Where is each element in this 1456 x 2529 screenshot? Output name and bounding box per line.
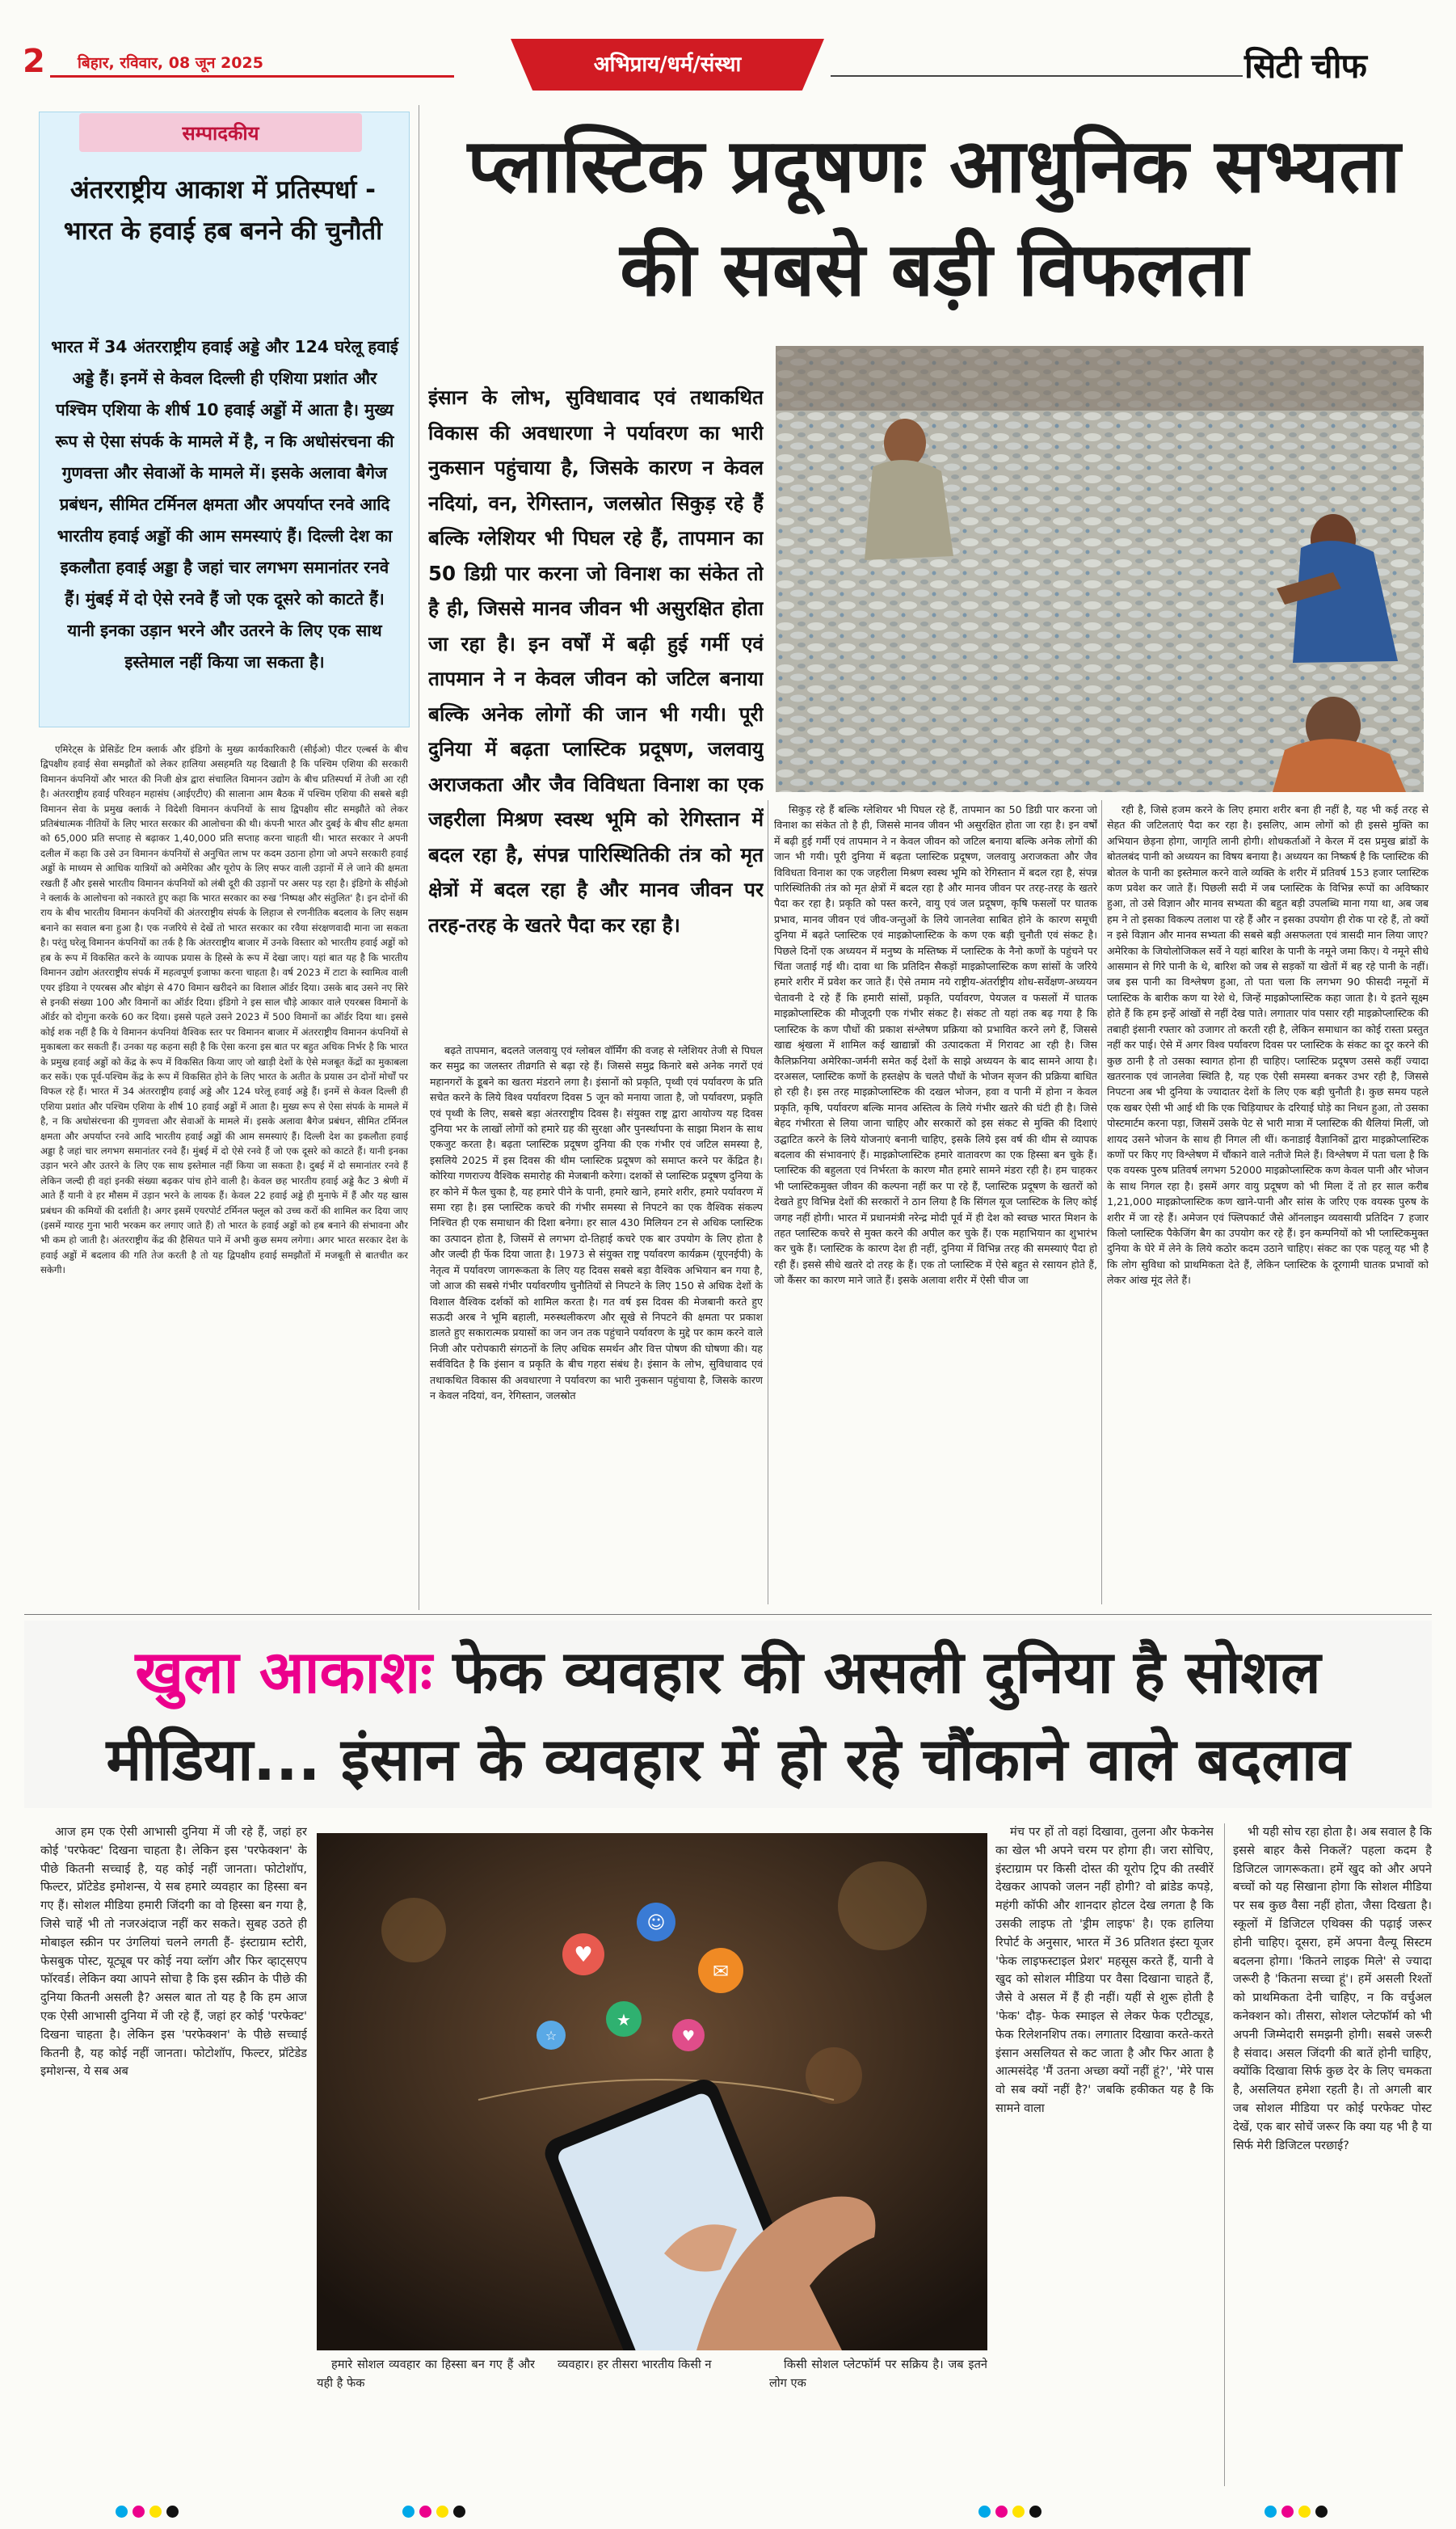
section-label: अभिप्राय/धर्म/संस्था <box>593 53 742 77</box>
social-body-col4 <box>1233 1823 1432 2493</box>
social-col1-text: आज हम एक ऐसी आभासी दुनिया में जी रहे हैं, जहां हर कोई 'परफेक्ट' दिखना चाहता है। लेकिन इस 'परफेक्शन' के पीछे कितनी सच्चाई है, यह कोई नहीं जानता। फोटोशॉप, फिल्टर, प्रॉटेडेड इमोशन्स, ये सब हमारे व्यवहार का हिस्सा बन गए हैं। सोशल मीडिया हमारी जिंदगी का वो हिस्सा बन गया है, जिसे चाहें भी तो नजरअंदाज नहीं कर सकते। सुबह उठते ही मोबाइल स्क्रीन पर उंगलियां चलने लगती हैं- इंस्टाग्राम स्टोरी, फेसबुक पोस्ट, यूट्यूब पर कोई नया व्लॉग और फिर व्हाट्सएप फॉरवर्ड। लेकिन क्या आपने सोचा है कि इस स्क्रीन के पीछे की दुनिया कितनी असली है? असल बात तो यह है कि हम आज एक ऐसी आभासी दुनिया में जी रहे हैं, जहां हर कोई 'परफेक्ट' दिखना चाहता है। लेकिन इस 'परफेक्शन' के पीछे सच्चाई कितनी है, यह कोई नहीं जानता। फोटोशॉप, फिल्टर, प्रॉटेडेड इमोशन्स, ये सब अब <box>40 1825 307 2079</box>
plastic-headline-line1 <box>449 121 1419 212</box>
phone-hand-illustration <box>317 1833 987 2350</box>
social-col-divider <box>1224 1823 1225 2486</box>
caption-c-text: किसी सोशल प्लेटफॉर्म पर सक्रिय है। जब इतने लोग एक <box>769 2358 987 2390</box>
editorial-body-text: एमिरेट्स के प्रेसिडेंट टिम क्लार्क और इंडिगो के मुख्य कार्यकारिकारी (सीईओ) पीटर एल्बर्स के बीच द्विपक्षीय हवाई सेवा समझौतों को लेकर हालिया असहमति यह दिखाती है कि पश्चिम एशिया की सरकारी विमानन कंपनियों और भारत की निजी क्षेत्र द्वारा संचालित विमानन उद्योग के बीच प्रतिस्पर्धा में तेजी आ रही है। अंतरराष्ट्रीय हवाई परिवहन महासंघ (आईएटीए) की सालाना आम बैठक में पश्चिम एशिया की सबसे बड़ी विमानन सेवा के प्रमुख क्लार्क ने विदेशी विमानन कंपनियों के साथ द्विपक्षीय सीट समझौते को लेकर प्रतिबंधात्मक नीतियों के लिए भारत सरकार की आलोचना की थी। कंपनी भारत और दुबई के बीच सीट क्षमता को 65,000 प्रति सप्ताह से बढ़ाकर 1,40,000 प्रति सप्ताह करना चाहती थी। भारत सरकार ने अपनी दलील में कहा कि उसे उन विमानन कंपनियों से अनुचित लाभ पर कदम उठाना होगा जो अपने सरकारी हवाई अड्डों के माध्यम से आधिक यात्रियों को अमेरिका और यूरोप के लिए सफर वाली उड़ानों में ले जाने की क्षमता रखती हैं और इससे भारतीय विमानन कंपनियों को लंबी दूरी की उड़ानों पर असर पड़ रहा है। इंडिगो के सीईओ ने क्लार्क के आलोचना को नकारते हुए कहा कि भारत सरकार का रुख 'निष्पक्ष और संतुलित' है। इन दोनों की राय के बीच भारतीय विमानन कंपनियों की अंतरराष्ट्रीय संपर्क के लिहाज से रणनीतिक बदलाव के लिए सक्षम बनाने का सवाल बना हुआ है। एक नजरिये से देखें तो भारत सरकार का रवैया संरक्षणवादी माना जा सकता है। परंतु घरेलू विमानन कंपनियों का तर्क है कि अंतरराष्ट्रीय बाजार में उनके विस्तार को भारतीय हवाई अड्डों को हब के रूप में विकसित करने के व्यापक प्रयास के हिस्से के रूप में देखा जाए। यहां बात यह है कि भारतीय विमानन उद्योग अंतरराष्ट्रीय संपर्क में महत्वपूर्ण इजाफा करना चाहता है। वर्ष 2023 में टाटा के स्वामित्व वाली एयर इंडिया ने एयरबस और बोइंग से 470 विमान खरीदने का विशाल ऑर्डर दिया। उसके बाद उसने नए सिरे से इनकी संख्या 100 और विमानों का ऑर्डर दिया। इंडिगो ने इस साल चौड़े आकार वाले एयरबस विमानों के ऑर्डर को दोगुना करके 60 कर दिया। इससे पहले उसने 2023 में 500 विमानों का ऑर्डर दिया था। इससे कोई शक नहीं है कि ये विमानन कंपनियां वैश्विक स्तर पर विमानन बाजार में अंतरराष्ट्रीय विमानन कंपनियों से मुकाबला कर सकती हैं। उनका यह कहना सही है कि ऐसा करना इस बात पर बहुत अधिक निर्भर है कि भारत के प्रमुख हवाई अड्डों को केंद्र के रूप में विकसित किया जाए जो खाड़ी देशों के ऐसे मजबूत केंद्रों का मुकाबला कर सकें। एक पूर्व-पश्चिम केंद्र के रूप में विकसित होने के लिए भारत के अतीत के प्रयास उन दोनों मोर्चों पर विफल रहे हैं। भारत में 34 अंतरराष्ट्रीय हवाई अड्डे और 124 घरेलू हवाई अड्डे हैं। इनमें से केवल दिल्ली ही एशिया प्रशांत और पश्चिम एशिया के शीर्ष 10 हवाई अड्डों में आता है। मुख्य रूप से ऐसा संपर्क के मामले में है, न कि अधोसंरचना की गुणवत्ता और सेवाओं के मामले में। इसके अलावा बैगेज प्रबंधन, सीमित टर्मिनल क्षमता और अपर्याप्त रनवे आदि भारतीय हवाई अड्डों की आम समस्याएं हैं। दिल्ली देश का इकलौता हवाई अड्डा है जहां चार लगभग समानांतर रनवे हैं। मुंबई में दो ऐसे रनवे हैं जो एक दूसरे को काटते हैं। यानी इनका उड़ान भरने और उतरने के लिए एक साथ इस्तेमाल नहीं किया जा सकता है। दुबई में दो समानांतर रनवे हैं लेकिन जल्दी ही वहां इनकी संख्या बढ़कर पांच होने वाली है। केवल छह भारतीय हवाई अड्डे कैट 3 श्रेणी में आते हैं यानी वे हर मौसम में उड़ान भरने के लायक हैं। केवल 22 हवाई अड्डे ही मुनाफे में हैं और यह खास प्रबंधन की कमियों की दर्शाती है। अगर इसमें एयरपोर्ट टर्मिनल फ्लूल को उच्च करों की शामिल कर दिया जाए (इसमें ग्यारह गुना भारी भरकम कर लगाए जाते हैं) तो भारत के हवाई अड्डों को हब बनाने की संभावना और भी कम हो जाती है। अंतरराष्ट्रीय केंद्र की हैसियत पाने में अभी कुछ समय लगेगा। अगर भारत सरकार देश के हवाई अड्डों में बदलाव की गति तेज करती है तो यह द्विपक्षीय हवाई समझौतों में मजबूती से बातचीत कर सकेगी। <box>40 744 408 1276</box>
reg-dot-magenta <box>419 2506 431 2518</box>
plastic-body-col2 <box>774 802 1097 1600</box>
reg-dot-black <box>166 2506 179 2518</box>
plastic-body-col1 <box>430 1043 763 1600</box>
social-col4-text: भी यही सोच रहा होता है। अब सवाल है कि इससे बाहर कैसे निकलें? पहला कदम है डिजिटल जागरूकता। हमें खुद को और अपने बच्चों को यह सिखाना होगा कि सोशल मीडिया पर सब कुछ वैसा नहीं होता, जैसा दिखता है। स्कूलों में डिजिटल एथिक्स की पढ़ाई जरूर होनी चाहिए। दूसरा, हमें अपना वैल्यू सिस्टम बदलना होगा। 'कितने लाइक मिले' से ज्यादा जरूरी है 'कितना सच्चा हूं'। हमें असली रिश्तों को प्राथमिकता देनी चाहिए, न कि वर्चुअल कनेक्शन को। तीसरा, सोशल प्लेटफॉर्म को भी अपनी जिम्मेदारी समझनी होगी। सबसे जरूरी है संवाद। असल जिंदगी की बातें होनी चाहिए, क्योंकि दिखावा सिर्फ कुछ देर के लिए चमकता है, असलियत हमेशा रहती है। तो अगली बार जब सोशल मीडिया पर कोई परफेक्ट पोस्ट देखें, एक बार सोचें जरूर कि क्या यह भी है या सिर्फ मेरी डिजिटल परछाई? <box>1233 1825 1432 2152</box>
reg-dot-cyan <box>1265 2506 1277 2518</box>
photo-caption-c <box>769 2356 987 2493</box>
plastic-col2-text: सिकुड़ रहे हैं बल्कि ग्लेशियर भी पिघल रहे हैं, तापमान का 50 डिग्री पार करना जो विनाश का संकेत तो है ही, जिससे मानव जीवन भी असुरक्षित होता जा रहा है। इन वर्षों में बढ़ी हुई गर्मी एवं तापमान ने न केवल जीवन को जटिल बनाया बल्कि अनेक लोगों की जान भी गयी। पूरी दुनिया में बढ़ता प्लास्टिक प्रदूषण, जलवायु अराजकता और जैव विविधता विनाश का एक जहरीला मिश्रण स्वस्थ भूमि को रेगिस्तान में बदल रहा है, संपन्न पारिस्थितिकी तंत्र को मृत क्षेत्रों में बदल रहा है और मानव जीवन पर तरह-तरह के खतरे पैदा कर रहा है। प्रकृति को पस्त करने, वायु एवं जल प्रदूषण, कृषि फसलों पर घातक प्रभाव, मानव जीवन एवं जीव-जन्तुओं के लिये जानलेवा साबित होने के कारण समूची दुनिया में बढ़ते प्लास्टिक एवं माइक्रोप्लास्टिक के कण एक बड़ी चुनौती एवं संकट है। पिछले दिनों एक अध्ययन में मनुष्य के मस्तिष्क में प्लास्टिक के नैनो कणों के पहुंचने पर चिंता जताई गई थी। दावा था कि प्रतिदिन सैकड़ों माइक्रोप्लास्टिक कण सांसों के जरिये हमारे शरीर में प्रवेश कर जाते हैं। ऐसे तमाम नये राष्ट्रीय-अंतर्राष्ट्रीय शोध-सर्वेक्षण-अध्ययन चेतावनी दे रहे हैं कि हमारी सांसों, प्रकृति, पर्यावरण, पेयजल व फसलों में घातक माइक्रोप्लास्टिक की मौजूदगी एक गंभीर संकट है। संकट तो यहां तक बढ़ गया है कि प्लास्टिक के कण पौधों की प्रकाश संश्लेषण प्रक्रिया को प्रभावित करने लगे हैं, जिससे खाद्य श्रृंखला में शामिल कई खाद्यान्नों की उत्पादकता में गिरावट आ रही है। जिस कैलिफ्रनिया अमेरिका-जर्मनी समेत कई देशों के साझे अध्ययन के बाद सामने आया है। दरअसल, प्लास्टिक कणों के हस्तक्षेप के चलते पौधों के भोजन सृजन की प्रक्रिया बाधित हो रही है। इस तरह माइक्रोप्लास्टिक की दखल भोजन, हवा व पानी में होना न केवल प्रकृति, कृषि, पर्यावरण बल्कि मानव अस्तित्व के लिये गंभीर खतरे की घंटी ही है। जिसे बेहद गंभीरता से लिया जाना चाहिए और सरकारों को इस संकट से मुक्ति की दिशाएं उद्घाटित करने के लिये योजनाएं बनानी चाहिए, इसके लिये इस वर्ष की थीम से व्यापक बदलाव की संभावनाएं हैं। माइक्रोप्लास्टिक हमारे वातावरण का एक हिस्सा बन चुके हैं। प्लास्टिक की बहुलता एवं निर्भरता के कारण मौत हमारे सामने मंडरा रही है। हम चाहकर भी प्लास्टिकमुक्त जीवन की कल्पना नहीं कर पा रहे हैं, प्लास्टिक प्रदूषण के खतरों को देखते हुए विभिन्न देशों की सरकारों ने ठान लिया है कि सिंगल यूज प्लास्टिक के लिए कोई जगह नहीं होगी। भारत में प्रधानमंत्री नरेन्द्र मोदी पूर्व में ही देश को स्वच्छ भारत मिशन के तहत प्लास्टिक कचरे से मुक्त करने की अपील कर चुके हैं। एक महाभियान का शुभारंभ कर चुके हैं। प्लास्टिक के कारण देश ही नहीं, दुनिया में विभिन्न तरह की समस्याएं पैदा हो रही हैं। इससे सीधे खतरे दो तरह के हैं। एक तो प्लास्टिक में ऐसे बहुत से रसायन होते हैं, जो कैंसर का कारण माने जाते हैं। इसके अलावा शरीर में ऐसी चीज जा <box>774 803 1097 1287</box>
reg-dot-magenta <box>1281 2506 1294 2518</box>
social-headline-prefix: खुला आकाशः <box>135 1638 432 1707</box>
svg-text:☺: ☺ <box>646 1913 666 1933</box>
reg-dot-cyan <box>402 2506 414 2518</box>
page-header <box>0 0 1456 89</box>
reg-dot-yellow <box>1012 2506 1025 2518</box>
dateline: बिहार, रविवार, 08 जून 2025 <box>78 54 263 72</box>
registration-marks-center-left <box>400 2506 468 2521</box>
social-headline-rest: फेक व्यवहार की असली दुनिया है सोशल <box>431 1638 1321 1707</box>
editorial-title: अंतरराष्ट्रीय आकाश में प्रतिस्पर्धा - भारत के हवाई हब बनने की चुनौती <box>63 175 383 246</box>
plastic-waste-illustration <box>776 346 1424 792</box>
editorial-body <box>40 742 408 1592</box>
plastic-headline-line2: की सबसे बड़ी विफलता <box>620 226 1248 313</box>
plastic-waste-photo <box>776 346 1424 792</box>
social-headline-line2: मीडिया... इंसान के व्यवहार में हो रहे चौंकाने वाले बदलाव <box>106 1726 1350 1794</box>
reg-dot-black <box>453 2506 465 2518</box>
plastic-lead <box>428 380 764 1026</box>
photo-caption-b <box>543 2356 761 2493</box>
plastic-col1-text: बढ़ते तापमान, बदलते जलवायु एवं ग्लोबल वॉर्मिंग की वजह से ग्लेशियर तेजी से पिघल कर समुद्र का जलस्तर तीव्रगति से बढ़ा रहे हैं। जिससे समुद्र किनारे बसे अनेक नगरों एवं महानगरों के डूबने का खतरा मंडराने लगा है। इंसानों को प्रकृति, पृथ्वी एवं पर्यावरण के प्रति सचेत करने के लिये विश्व पर्यावरण दिवस 5 जून को मनाया जाता है, जो पर्यावरण, प्रकृति एवं पृथ्वी के लिए, सबसे बड़ा अंतरराष्ट्रीय दिवस है। संयुक्त राष्ट्र द्वारा आयोज्य यह दिवस दुनिया भर के लाखों लोगों को हमारे ग्रह की सुरक्षा और पुनर्स्थापना के साझा मिशन के साथ एकजुट करता है। बढ़ता प्लास्टिक प्रदूषण दुनिया की एक गंभीर एवं जटिल समस्या है, इसलिये 2025 में इस दिवस की थीम प्लास्टिक प्रदूषण को समाप्त करने पर केंद्रित है। कोरिया गणराज्य वैश्विक समारोह की मेजबानी करेगा। दशकों से प्लास्टिक प्रदूषण दुनिया के हर कोने में फैल चुका है, यह हमारे पीने के पानी, हमारे खाने, हमारे शरीर, हमारे पर्यावरण में समा रहा है। इस प्लास्टिक कचरे की गंभीर समस्या से निपटने का एक वैश्विक संकल्प निश्चित ही एक समाधान की दिशा बनेगा। हर साल 430 मिलियन टन से अधिक प्लास्टिक का उत्पादन होता है, जिसमें से लगभग दो-तिहाई कचरे एक बार उपयोग के लिए होता है और जल्दी ही फेंक दिया जाता है। 1973 से संयुक्त राष्ट्र पर्यावरण कार्यक्रम (यूएनईपी) के नेतृत्व में पर्यावरण जागरूकता के लिए यह दिवस सबसे बड़ा वैश्विक अभियान बन गया है, जो आज की सबसे गंभीर पर्यावरणीय चुनौतियों से निपटने के लिए 150 से अधिक देशों के विशाल वैश्विक दर्शकों को शामिल करता है। गत वर्ष इस दिवस की मेजबानी करते हुए सऊदी अरब ने भूमि बहाली, मरुस्थलीकरण और सूखे से निपटने की क्षमता पर प्रकाश डालते हुए सकारात्मक प्रयासों का जन जन तक पहुंचाने पर्यावरण के मुद्दे पर काम करने वाले निजी और परोपकारी संगठनों के लिए अधिक समर्थन और वित्त पोषण की घोषणा की। यह सर्वविदित है कि इंसान व प्रकृति के बीच गहरा संबंध है। इंसान के लोभ, सुविधावाद एवं तथाकथित विकास की अवधारणा ने पर्यावरण का भारी नुकसान पहुंचाया है, जिसके कारण न केवल नदियां, वन, रेगिस्तान, जलस्रोत <box>430 1044 763 1401</box>
header-rule-right <box>831 75 1243 77</box>
svg-text:✉: ✉ <box>712 1960 730 1983</box>
editorial-lead-text: भारत में 34 अंतरराष्ट्रीय हवाई अड्डे और 124 घरेलू हवाई अड्डे हैं। इनमें से केवल दिल्ली ही एशिया प्रशांत और पश्चिम एशिया के शीर्ष 10 हवाई अड्डों में आता है। मुख्य रूप से ऐसा संपर्क के मामले में है, न कि अधोसंरचना की गुणवत्ता और सेवाओं के मामले में। इसके अलावा बैगेज प्रबंधन, सीमित टर्मिनल क्षमता और अपर्याप्त रनवे आदि भारतीय हवाई अड्डों की आम समस्याएं हैं। दिल्ली देश का इकलौता हवाई अड्डा है जहां चार लगभग समानांतर रनवे हैं। मुंबई में दो ऐसे रनवे हैं जो एक दूसरे को काटते हैं। यानी इनका उड़ान भरने और उतरने के लिए एक साथ इस्तेमाल नहीं किया जा सकता है। <box>51 337 398 672</box>
reg-dot-black <box>1029 2506 1042 2518</box>
masthead: सिटी चीफ <box>1244 46 1366 86</box>
reg-dot-magenta <box>133 2506 145 2518</box>
plastic-lead-text: इंसान के लोभ, सुविधावाद एवं तथाकथित विकास की अवधारणा ने पर्यावरण का भारी नुकसान पहुंचाया है, जिसके कारण न केवल नदियां, वन, रेगिस्तान, जलस्रोत सिकुड़ रहे हैं बल्कि ग्लेशियर भी पिघल रहे हैं, तापमान का 50 डिग्री पार करना जो विनाश का संकेत तो है ही, जिससे मानव जीवन भी असुरक्षित होता जा रहा है। इन वर्षों में बढ़ी हुई गर्मी एवं तापमान ने न केवल जीवन को जटिल बनाया बल्कि अनेक लोगों की जान भी गयी। पूरी दुनिया में बढ़ता प्लास्टिक प्रदूषण, जलवायु अराजकता और जैव विविधता विनाश का एक जहरीला मिश्रण स्वस्थ भूमि को रेगिस्तान में बदल रहा है, संपन्न पारिस्थितिकी तंत्र को मृत क्षेत्रों में बदल रहा है और मानव जीवन पर तरह-तरह के खतरे पैदा कर रहा है। <box>428 386 764 937</box>
photo-caption-a <box>317 2356 535 2493</box>
page-number: 2 <box>23 43 45 80</box>
svg-text:☆: ☆ <box>545 2028 558 2043</box>
section-divider <box>24 1614 1432 1615</box>
editorial-lead <box>50 331 399 715</box>
svg-text:★: ★ <box>616 2010 631 2030</box>
header-rule-left <box>50 75 454 78</box>
editorial-badge-label: सम्पादकीय <box>182 122 259 145</box>
social-media-photo <box>317 1833 987 2350</box>
plastic-col3-text: रही है, जिसे हजम करने के लिए हमारा शरीर बना ही नहीं है, यह भी कई तरह से सेहत की जटिलताएं पैदा कर रहा है। इसलिए, आम लोगों को ही इससे मुक्ति का अभियान छेड़ना होगा, जागृति लानी होगी। शोधकर्ताओं ने केरल में दस प्रमुख ब्रांडों के बोतलबंद पानी को अध्ययन का विषय बनाया है। अध्ययन का निष्कर्ष है कि प्लास्टिक की बोतल के पानी का इस्तेमाल करने वाले व्यक्ति के शरीर में प्रतिवर्ष 153 हजार प्लास्टिक कण प्रवेश कर जाते हैं। पिछली सदी में जब प्लास्टिक के विभिन्न रूपों का अविष्कार हुआ, तो उसे विज्ञान और मानव सभ्यता की बहुत बड़ी उपलब्धि माना गया था, अब जब हम ने तो इसका विकल्प तलाश पा रहे हैं और न इसका उपयोग ही रोक पा रहे हैं, तो क्यों न इसे विज्ञान और मानव सभ्यता की सबसे बड़ी असफलता एवं त्रासदी मान लिया जाए? अमेरिका के जियोलोजिकल सर्वे ने यहां बारिश के पानी के नमूने जमा किए। ये नमूने सीधे आसमान से गिरे पानी के थे, बारिश को जब से सड़कों या खेतों में बह रहे पानी के नहीं। जब इस पानी का विश्लेषण हुआ, तो पता चला कि लगभग 90 फीसदी नमूनों में प्लास्टिक के बारीक कण या रेशे थे, जिन्हें माइक्रोप्लास्टिक कहा जाता है। ये इतने सूक्ष्म होते हैं कि हम इन्हें आंखों से नहीं देख पाते। लगातार पांव पसार रही माइक्रोप्लास्टिक की तबाही इंसानी रफ्तार को उजागर तो करती रही है, लेकिन समाधान का कोई रास्ता प्रस्तुत नहीं कर पाई। ऐसे में अगर विश्व पर्यावरण दिवस पर प्लास्टिक के संकट का दूर करने की कुछ ठानी है तो उसका स्वागत होना ही चाहिए। प्लास्टिक प्रदूषण उससे कहीं ज्यादा खतरनाक एवं जानलेवा स्थिति है, यह एक ऐसी समस्या बनकर उभर रही है, जिससे निपटना अब भी दुनिया के ज्यादातर देशों के लिए एक बड़ी चुनौती है। कुछ समय पहले एक खबर ऐसी भी आई थी कि एक चिड़ियाघर के दरियाई घोड़े का निधन हुआ, तो उसका पोस्टमार्टम करना पड़ा, जिसमें उसके पेट से भारी मात्रा में प्लास्टिक की थैलियां मिलीं, जो शायद उसने भोजन के साथ ही निगल ली थीं। कनाडाई वैज्ञानिकों द्वारा माइक्रोप्लास्टिक कणों पर किए गए विश्लेषण में चौंकाने वाले नतीजे मिले हैं। विश्लेषण में पता चला है कि एक वयस्क पुरुष प्रतिवर्ष लगभग 52000 माइक्रोप्लास्टिक कण केवल पानी और भोजन के साथ निगल रहा है। इसमें अगर वायु प्रदूषण को भी मिला दें तो हर साल करीब 1,21,000 माइक्रोप्लास्टिक कण खाने-पानी और सांस के जरिए एक वयस्क पुरुष के शरीर में जा रहे हैं। अमेजन एवं फ्लिपकार्ट जैसे ऑनलाइन व्यवसायी प्रतिदिन 7 हजार किलो प्लास्टिक पैकेजिंग बैग का उपयोग कर रहे हैं। इन कम्पनियों को भी प्लास्टिकमुक्त दुनिया के घेरे में लेने के लिये कठोर कदम उठाने चाहिए। संकट का एक पहलू यह भी है कि लोग सुविधा को प्राथमिकता देते हैं, लेकिन प्लास्टिक के दूरगामी घातक प्रभावों को लेकर आंख मूंद लेते हैं। <box>1107 803 1429 1287</box>
registration-marks-left <box>113 2506 181 2521</box>
plastic-col-divider-2 <box>1101 800 1102 1604</box>
social-body-col3 <box>995 1823 1214 2493</box>
svg-text:♥: ♥ <box>681 2028 696 2045</box>
registration-marks-right <box>1262 2506 1330 2521</box>
reg-dot-yellow <box>1298 2506 1311 2518</box>
plastic-headline-part1: प्लास्टिक प्रदूषणः आधुनिक सभ्यता <box>467 123 1401 209</box>
reg-dot-cyan <box>116 2506 128 2518</box>
reg-dot-cyan <box>978 2506 991 2518</box>
social-headline-line1 <box>24 1633 1432 1713</box>
social-body-col1 <box>40 1823 307 2493</box>
caption-b-text: व्यवहार। हर तीसरा भारतीय किसी न <box>558 2358 712 2371</box>
registration-marks-center-right <box>976 2506 1044 2521</box>
reg-dot-yellow <box>436 2506 448 2518</box>
reg-dot-magenta <box>995 2506 1008 2518</box>
plastic-body-col3 <box>1107 802 1429 1600</box>
svg-text:♥: ♥ <box>574 1943 593 1967</box>
caption-a-text: हमारे सोशल व्यवहार का हिस्सा बन गए हैं और यही है फेक <box>317 2358 535 2390</box>
social-col3-text: मंच पर हों तो वहां दिखावा, तुलना और फेकनेस का खेल भी अपने चरम पर होगा ही। जरा सोचिए, इंस्टाग्राम पर किसी दोस्त की यूरोप ट्रिप की तस्वीरें देखकर आपको जलन नहीं होगी? वो ब्रांडेड कपड़े, महंगी कॉफी और शानदार होटल देख लगता है कि उसकी लाइफ तो 'ड्रीम लाइफ' है। एक हालिया रिपोर्ट के अनुसार, भारत में 36 प्रतिशत इंस्टा यूजर 'फेक लाइफस्टाइल प्रेशर' महसूस करते हैं, यानी वे खुद को सोशल मीडिया पर वैसा दिखाना चाहते हैं, जैसे वे असल में हैं ही नहीं। यहीं से शुरू होती है 'फेक' दौड़- फेक स्माइल से लेकर फेक एटीट्यूड, फेक रिलेशनशिप तक। लगातार दिखावा करते-करते इंसान असलियत से कट जाता है और फिर आता है आत्मसंदेह 'मैं उतना अच्छा क्यों नहीं हूं?', 'मेरे पास वो सब क्यों नहीं है?' जबकि हकीकत यह है कि सामने वाला <box>995 1825 1214 2115</box>
reg-dot-yellow <box>149 2506 162 2518</box>
reg-dot-black <box>1315 2506 1328 2518</box>
